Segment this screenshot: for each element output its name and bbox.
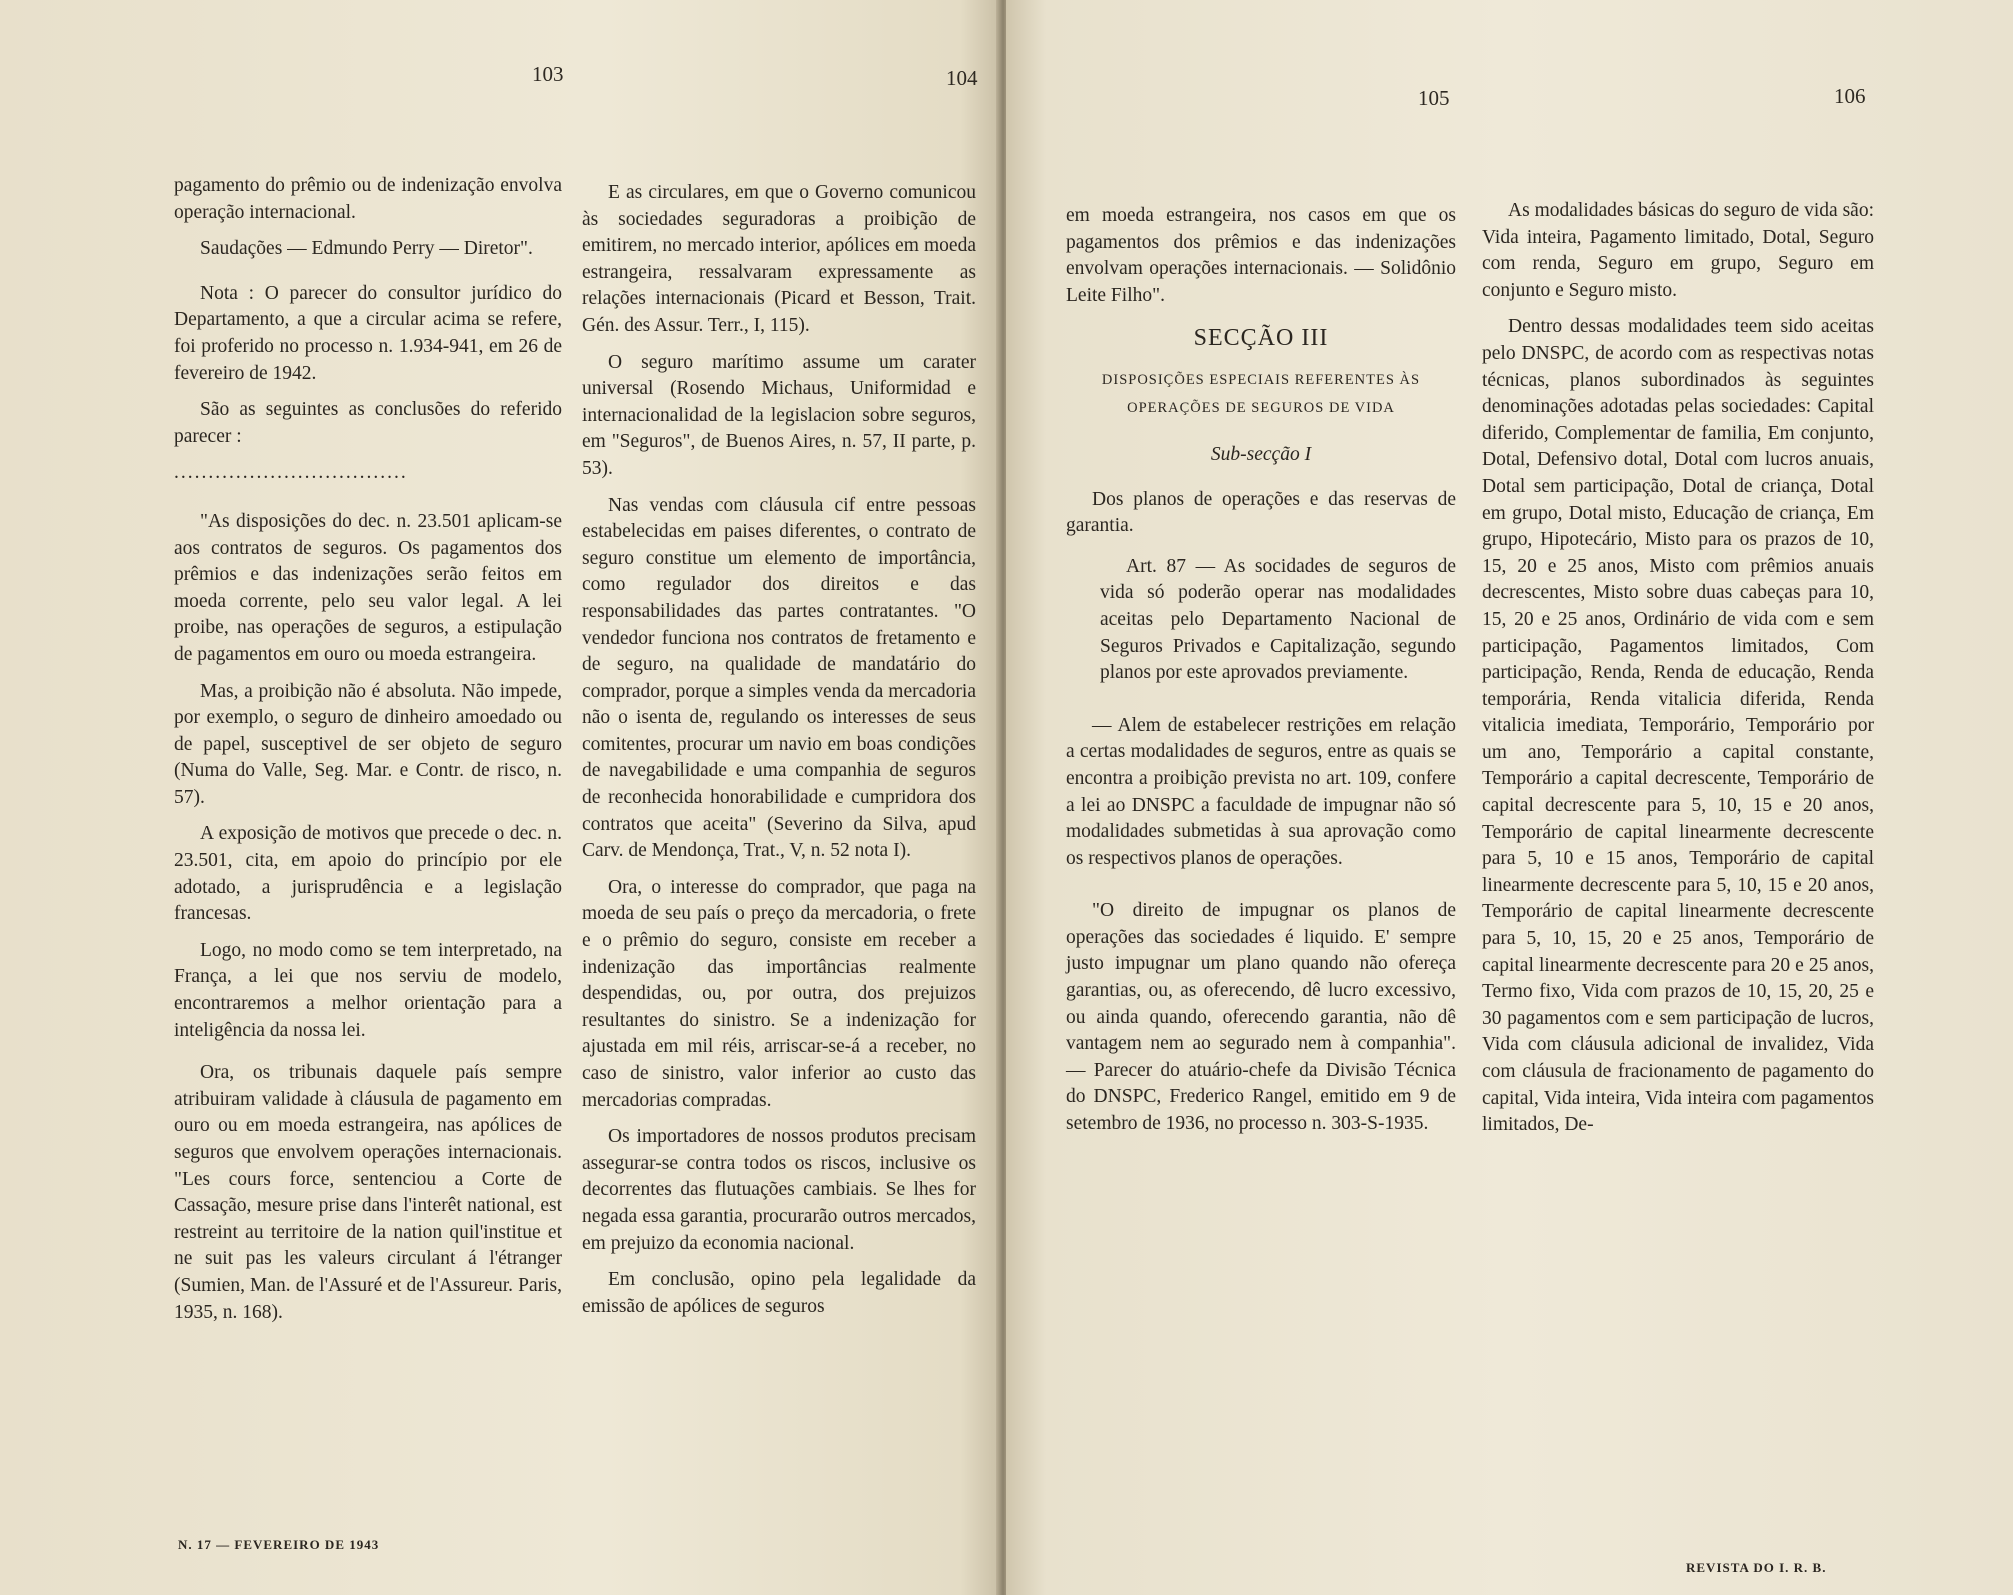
section-heading: SECÇÃO III bbox=[1193, 325, 1329, 352]
paragraph: Os importadores de nossos produtos precisam assegurar-se contra todos os riscos, inclusive os decorrentes das flutuações cambiais. Se lhes for negada essa garantia, procurarão outros mercados, em prejuizo da economia nacional. bbox=[582, 1126, 976, 1254]
paragraph: Nas vendas com cláusula cif entre pessoas estabelecidas em paises diferentes, o contrato de seguro constitue um elemento de importância, como regulador dos direitos e das responsabilidades das partes contratantes. "O vendedor funciona nos contratos de fretamento e de seguro, na qualidade de mandatário do comprador, porque a simples venda da mercadoria não o isenta de, regulando os interesses de seus comitentes, procurar um navio em boas condições de navegabilidade e uma companhia de seguros de reconhecida honorabilidade e cumpridora dos contratos que aceita" (Severino da Silva, apud Carv. de Mendonça, Trat., V, n. 52 nota I). bbox=[582, 494, 976, 862]
column-page-104 bbox=[582, 180, 976, 1330]
page-number-104: 104 bbox=[946, 66, 978, 90]
section-subheading bbox=[1066, 366, 1456, 422]
paragraph: A exposição de motivos que precede o dec. n. 23.501, cita, em apoio do princípio por ele adotado, a jurisprudência e a legislação francesas. bbox=[174, 823, 562, 925]
paragraph: São as seguintes as conclusões do referido parecer : bbox=[174, 399, 562, 447]
paragraph: Dos planos de operações e das reservas de garantia. bbox=[1066, 488, 1456, 537]
ellipsis-separator: .................................. bbox=[174, 462, 408, 484]
subsection-heading: Sub-secção I bbox=[1210, 443, 1312, 465]
article-87: Art. 87 — As socidades de seguros de vida só poderão operar nas modalidades aceitas pelo Departamento Nacional de Seguros Privados e Capitalização, segundo planos por este aprovados previamente. bbox=[1100, 555, 1456, 684]
paragraph: pagamento do prêmio ou de indenização envolva operação internacional. bbox=[174, 175, 562, 223]
column-page-106 bbox=[1482, 198, 1874, 1149]
paragraph: Logo, no modo como se tem interpretado, na França, a lei que nos serviu de modelo, encontraremos a melhor orientação para a inteligência da nossa lei. bbox=[174, 939, 562, 1041]
page-number-103: 103 bbox=[532, 62, 564, 86]
footer-left: N. 17 — FEVEREIRO DE 1943 bbox=[178, 1537, 380, 1552]
paragraph: O seguro marítimo assume um carater universal (Rosendo Michaus, Uniformidad e internacionalidad de la legislacion sobre seguros, em "Seguros", de Buenos Aires, n. 57, II parte, p. 53). bbox=[582, 351, 976, 479]
page-number-106: 106 bbox=[1834, 84, 1866, 108]
paragraph: As modalidades básicas do seguro de vida são: Vida inteira, Pagamento limitado, Dotal, Seguro com renda, Seguro em grupo, Seguro em conjunto e Seguro misto. bbox=[1482, 200, 1874, 301]
paragraph: Nota : O parecer do consultor jurídico do Departamento, a que a circular acima se refere, foi proferido no processo n. 1.934-941, em 26 de fevereiro de 1942. bbox=[174, 282, 562, 384]
paragraph: E as circulares, em que o Governo comunicou às sociedades seguradoras a proibição de emitirem, no mercado interior, apólices em moeda estrangeira, ressalvaram expressamente as relações internacionais (Picard et Besson, Trait. Gén. des Assur. Terr., I, 115). bbox=[582, 182, 976, 336]
column-page-105 bbox=[1066, 203, 1456, 1148]
right-page bbox=[1006, 0, 2013, 1595]
paragraph: — Alem de estabelecer restrições em relação a certas modalidades de seguros, entre as quais se encontra a proibição prevista no art. 109, confere a lei ao DNSPC a faculdade de impugnar não só modalidades submetidas à sua aprovação como os respectivos planos de operações. bbox=[1066, 714, 1456, 869]
page-number-105: 105 bbox=[1418, 86, 1450, 110]
paragraph: em moeda estrangeira, nos casos em que os pagamentos dos prêmios e das indenizações envolvam operações internacionais. — Solidônio Leite Filho". bbox=[1066, 205, 1456, 306]
paragraph: Mas, a proibição não é absoluta. Não impede, por exemplo, o seguro de dinheiro amoedado ou de papel, susceptivel de ser objeto de seguro (Numa do Valle, Seg. Mar. e Contr. de risco, n. 57). bbox=[174, 680, 562, 808]
paragraph: "O direito de impugnar os planos de operações das sociedades é liquido. E' sempre justo impugnar um plano quando não ofereça garantias, ou, as oferecendo, dê lucro excessivo, ou ainda quando, oferecendo garantia, não dê vantagem nem ao segurado nem à companhia". — Parecer do atuário-chefe da Divisão Técnica do DNSPC, Frederico Rangel, emitido em 9 de setembro de 1936, no processo n. 303-S-1935. bbox=[1066, 900, 1456, 1135]
column-page-103 bbox=[174, 173, 562, 1336]
footer-right: REVISTA DO I. R. B. bbox=[1686, 1560, 1827, 1575]
paragraph: Ora, o interesse do comprador, que paga na moeda de seu país o preço da mercadoria, o frete e o prêmio do seguro, consiste em receber a indenização das importâncias realmente despendidas, ou, por outra, dos prejuizos resultantes do sinistro. Se a indenização for ajustada em mil réis, arriscar-se-á a receber, no caso de sinistro, valor inferior ao custo das mercadorias compradas. bbox=[582, 876, 976, 1111]
section-subheading-line: DISPOSIÇÕES ESPECIAIS REFERENTES ÀS bbox=[1101, 371, 1421, 388]
paragraph: Saudações — Edmundo Perry — Diretor". bbox=[200, 238, 533, 260]
left-page bbox=[0, 0, 1000, 1595]
paragraph: Ora, os tribunais daquele país sempre atribuiram validade à cláusula de pagamento em ouro ou em moeda estrangeira, nas apólices de seguros que envolvem operações internacionais. "Les cours force, sentenciou a Corte de Cassação, mesure prise dans l'interêt national, est restreint au territoire de la nation quil'institue et ne suit pas les valeurs circulant á l'étranger (Sumien, Man. de l'Assuré et de l'Assureur. Paris, 1935, n. 168). bbox=[174, 1062, 562, 1323]
section-subheading-line: OPERAÇÕES DE SEGUROS DE VIDA bbox=[1127, 399, 1395, 416]
paragraph: Em conclusão, opino pela legalidade da emissão de apólices de seguros bbox=[582, 1269, 976, 1317]
paragraph: "As disposições do dec. n. 23.501 aplicam-se aos contratos de seguros. Os pagamentos dos prêmios e das indenizações serão feitos em moeda corrente, pelo seu valor legal. A lei proibe, nas operações de seguros, a estipulação de pagamentos em ouro ou moeda estrangeira. bbox=[174, 510, 562, 665]
paragraph: Dentro dessas modalidades teem sido aceitas pelo DNSPC, de acordo com as respectivas notas técnicas, planos subordinados às seguintes denominações adotadas pelas sociedades: Capital diferido, Complementar de familia, Em conjunto, Dotal, Defensivo dotal, Dotal com lucros anuais, Dotal sem participação, Dotal de criança, Dotal em grupo, Dotal misto, Educação de criança, Em grupo, Hipotecário, Misto para os prazos de 10, 15, 20 e 25 anos, Misto com prêmios anuais decrescentes, Misto sobre duas cabeças para 10, 15, 20 e 25 anos, Ordinário de vida com e sem participação, Pagamentos limitados, Com participação, Renda, Renda de educação, Renda temporária, Renda vitalicia diferida, Renda vitalicia imediata, Temporário, Temporário por um ano, Temporário a capital constante, Temporário a capital decrescente, Temporário de capital decrescente para 5, 10, 15 e 20 anos, Temporário de capital linearmente decrescente para 5, 10 e 15 anos, Temporário de capital linearmente decrescente para 5, 10, 15 e 20 anos, Temporário de capital linearmente decrescente para 5, 10, 15, 20 e 25 anos, Temporário de capital linearmente decrescente para 20 e 25 anos, Termo fixo, Vida com prazos de 10, 15, 20, 25 e 30 pagamentos com e sem participação de lucros, Vida com cláusula adicional de invalidez, Vida com cláusula de fracionamento de pagamento do capital, Vida inteira, Vida inteira com pagamentos limitados, De- bbox=[1482, 316, 1874, 1136]
